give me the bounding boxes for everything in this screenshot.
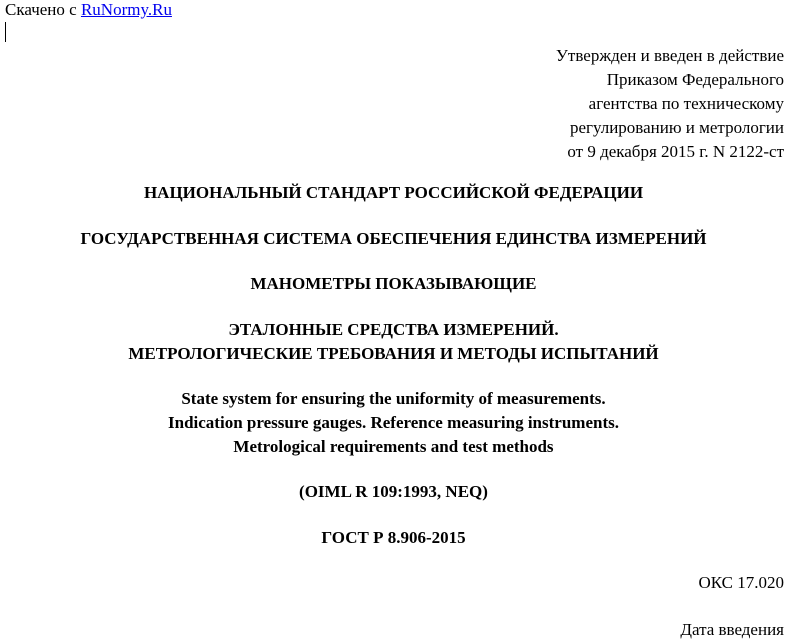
reference-heading-line: ЭТАЛОННЫЕ СРЕДСТВА ИЗМЕРЕНИЙ.: [228, 320, 559, 339]
text-cursor: [5, 22, 6, 42]
intro-date-label: Дата введения: [680, 620, 784, 639]
approval-line: Утвержден и введен в действие: [555, 46, 784, 65]
source-prefix: Скачено с: [5, 0, 81, 19]
approval-line: агентства по техническому: [588, 94, 784, 113]
reference-heading: [0, 318, 787, 366]
approval-line: регулированию и метрологии: [569, 118, 784, 137]
approval-line: Приказом Федерального: [606, 70, 784, 89]
source-link[interactable]: RuNormy.Ru: [80, 0, 172, 19]
gsi-heading: ГОСУДАРСТВЕННАЯ СИСТЕМА ОБЕСПЕЧЕНИЯ ЕДИНСТВА ИЗМЕРЕНИЙ: [80, 229, 707, 248]
approval-block: [384, 44, 784, 164]
oiml-reference: (OIML R 109:1993, NEQ): [299, 482, 488, 501]
english-title-line: State system for ensuring the uniformity of measurements.: [181, 389, 606, 408]
reference-heading-line: МЕТРОЛОГИЧЕСКИЕ ТРЕБОВАНИЯ И МЕТОДЫ ИСПЫТАНИЙ: [128, 344, 659, 363]
approval-line: от 9 декабря 2015 г. N 2122-ст: [567, 142, 784, 161]
national-standard-heading: НАЦИОНАЛЬНЫЙ СТАНДАРТ РОССИЙСКОЙ ФЕДЕРАЦИИ: [143, 183, 644, 202]
source-line: [5, 0, 172, 20]
english-title-line: Indication pressure gauges. Reference measuring instruments.: [168, 413, 619, 432]
english-title-line: Metrological requirements and test methods: [233, 437, 554, 456]
manometers-heading: МАНОМЕТРЫ ПОКАЗЫВАЮЩИЕ: [250, 274, 537, 293]
gost-number: ГОСТ Р 8.906-2015: [321, 528, 466, 547]
oks-code: ОКС 17.020: [698, 573, 784, 592]
english-title: [0, 387, 787, 459]
